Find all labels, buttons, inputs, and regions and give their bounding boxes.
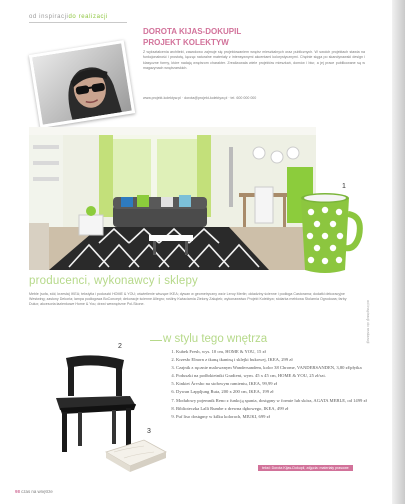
section-header-a: od inspiracji [29,14,69,20]
author-bio: Z wykształcenia architekt, zawodowo zajmuje się projektowaniem wnętrz mieszkalnych oraz publicznych. W swoich projektach stawia na funkcjonalność i prostotę, łącząc naturalne materiały z intensywnymi akcentami kolorystycznymi. Chętnie sięga po skandynawski design i klasyczne formy, które nadają wnętrzom charakter. Zrealizowała wiele projektów mieszkań, domów i biur, a jej prace publikowane są w magazynach wnętrzarskich. [143,50,365,71]
item-number-3: 3 [147,428,151,435]
item-number-2: 2 [118,343,122,350]
header-divider [29,22,127,23]
page-spine-edge [392,0,405,504]
style-heading-rule [150,340,162,341]
author-portrait [29,40,135,128]
marble-tray-photo [104,434,168,474]
mug-product-photo [293,190,363,278]
section-header-b: do realizacji [68,14,108,20]
list-item: 6. Dywan Lappljung Ruta, 200 x 200 cm, IKEA, 199 zł [176,388,376,396]
product-list [168,348,376,421]
section-header [29,14,108,20]
list-item: 1. Kubek Fresh, wys. 10 cm, HOME & YOU, 15 zł [176,348,376,356]
side-running-head: od inspiracji do realizacji [366,300,371,344]
list-item: 3. Czajnik z ręcznie malowanym Wandersandem, kolor 38 Chrome, VANDERSANDEN, 3,80 zł/płytka [176,364,376,372]
list-item: 9. Puf liso dostępny w kilku kolorach, MIUKI, 699 zł [176,413,376,421]
page-footer [15,489,53,494]
magazine-name: czas na wnętrze [21,489,53,494]
style-heading: w stylu tego wnętrza [163,333,268,345]
photo-credit: tekst: Dorota Kijas-Dokupil, zdjęcia: materiały prasowe [258,465,353,471]
list-item: 8. Biblioteczka Lalli Rumbe z drewna dębowego, IKEA, 499 zł [176,405,376,413]
author-name: DOROTA KIJAS-DOKUPIL [143,27,242,36]
list-item: 2. Krzesło Elnorn z tkaną tkaniną i sklejki bukowej, IKEA, 299 zł [176,356,376,364]
producers-list: Meble (sofa, stół, krzesła) IKEA; tekstylia i poduszki HOME & YOU; oświetlenie wiszące IKEA; dywan w geometryczny wzór Leroy Merlin; okładziny ścienne i podłoga Castorama; dodatki dekoracyjne Westwing; zasłony Dekoria; lampa podłogowa BoConcept; dekoracje ścienne Allegro; rośliny Kwiaciarnia Zielony Zakątek; wykonawstwo Projekt Kolektyw; stolarka meblowa Stolarnia Ogrodowa; farby Dulux; akcesoria łazienkowe Home & You; drzwi wewnętrzne Pol-Skone. [29,292,347,306]
list-item: 4. Poduszki na podłokietniki Gradient, wym. 45 x 45 cm, HOME & YOU, 25 zł/szt. [176,372,376,380]
list-item: 7. Modułowy pojemnik Reno z funkcją spania, dostępny w formie lub skóra, AGATA MEBLE, od 1499 zł [176,397,376,405]
item-number-1: 1 [342,183,346,190]
producers-heading: producenci, wykonawcy i sklepy [29,275,198,287]
list-item: 5. Kinkiet Ärvsbo na stołowym ramieniu, IKEA, 99,99 zł [176,380,376,388]
author-contact: www.projekt-kolektyw.pl · dorota@projekt-kolektyw.pl · tel. 600 000 000 [143,96,257,100]
page-number: 98 [15,489,20,494]
living-room-photo [29,127,316,270]
author-role: PROJEKT KOLEKTYW [143,38,229,47]
